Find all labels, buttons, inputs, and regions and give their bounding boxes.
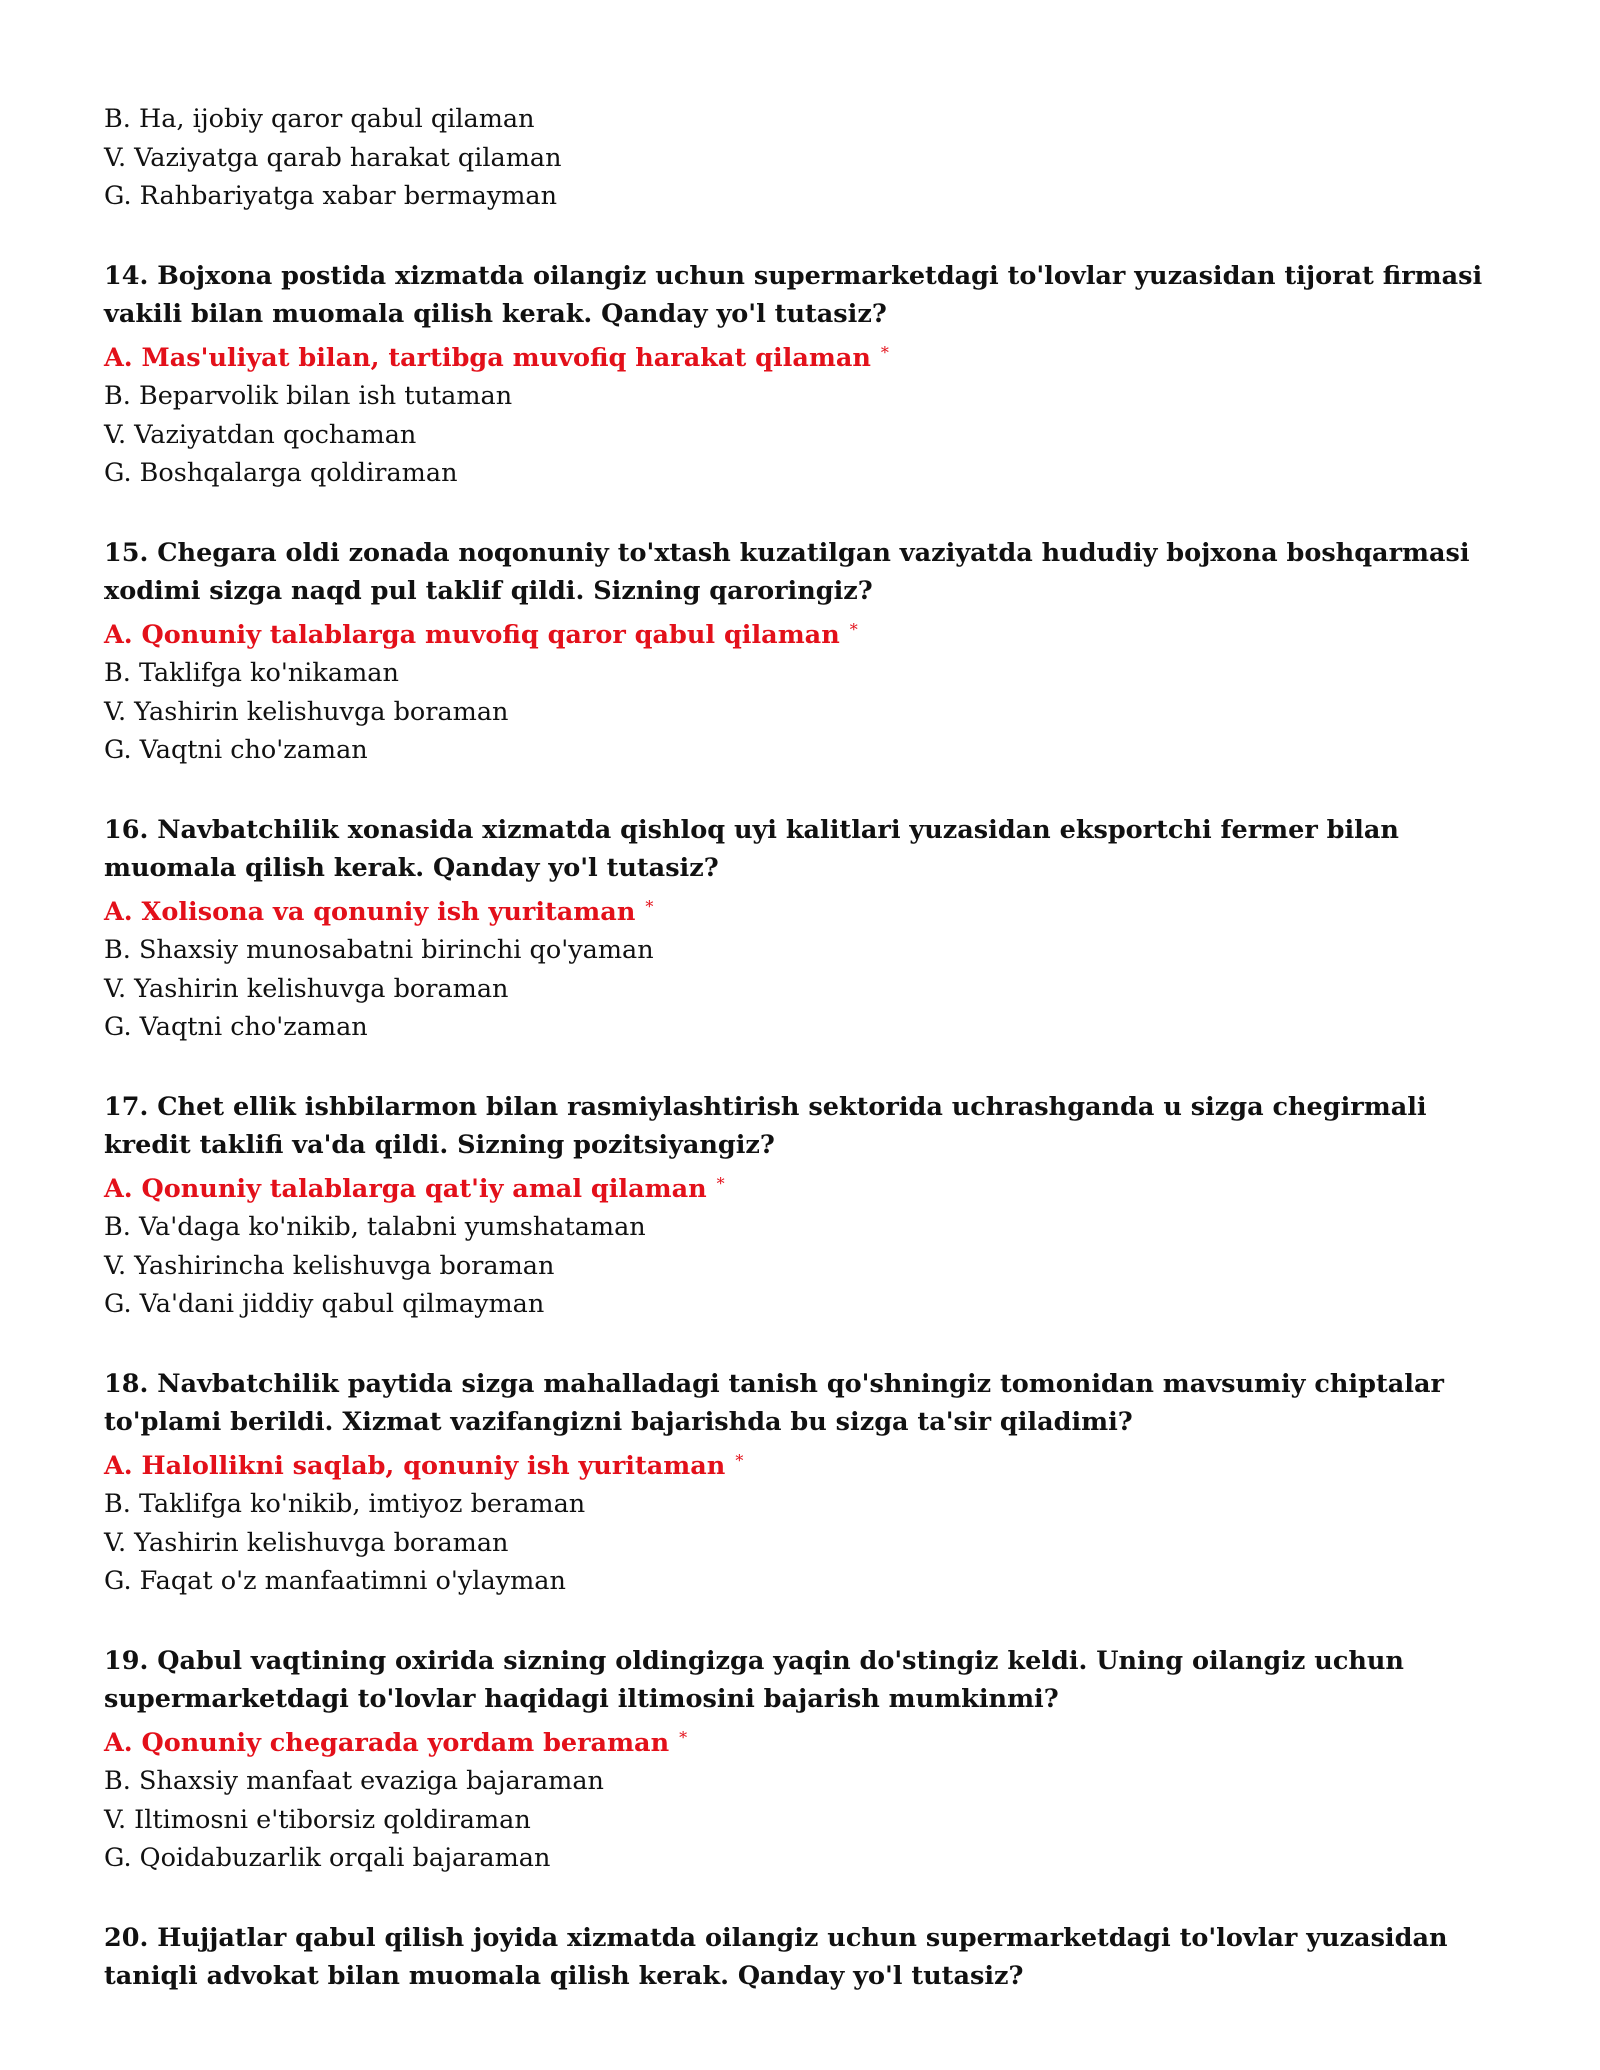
- correct-answer: [104, 888, 1504, 932]
- option-g: G. Rahbariyatga xabar bermayman: [104, 181, 558, 211]
- option-g: G. Vaqtni cho'zaman: [104, 1012, 368, 1042]
- option-b: B. Taklifga ko'nikaman: [104, 658, 399, 688]
- question-16: [104, 811, 1504, 1047]
- correct-answer: [104, 611, 1504, 655]
- option-b: B. Beparvolik bilan ish tutaman: [104, 381, 513, 411]
- option-g: G. Boshqalarga qoldiraman: [104, 458, 458, 488]
- option-g: G. Vaqtni cho'zaman: [104, 735, 368, 765]
- question-text: 14. Bojxona postida xizmatda oilangiz uchun supermarketdagi to'lovlar yuzasidan tijorat firmasi vakili bilan muomala qilish kerak. Qanday yo'l tutasiz?: [104, 260, 1483, 329]
- option-v: V. Yashirincha kelishuvga boraman: [104, 1250, 555, 1281]
- correct-marker: *: [679, 1727, 688, 1747]
- option-b: B. Ha, ijobiy qaror qabul qilaman: [104, 104, 535, 134]
- question-18: [104, 1365, 1504, 1601]
- correct-marker: *: [849, 619, 858, 639]
- question-text: 19. Qabul vaqtining oxirida sizning oldingizga yaqin do'stingiz keldi. Uning oilangiz uchun supermarketdagi to'lovlar haqidagi iltimosini bajarish mumkinmi?: [104, 1645, 1404, 1714]
- option-v: V. Yashirin kelishuvga boraman: [104, 973, 509, 1004]
- correct-marker: *: [645, 896, 654, 916]
- correct-answer-text: A. Xolisona va qonuniy ish yuritaman: [104, 896, 636, 927]
- question-text: 18. Navbatchilik paytida sizga mahalladagi tanish qo'shningiz tomonidan mavsumiy chiptalar to'plami berildi. Xizmat vazifangizni bajarishda bu sizga ta'sir qiladimi?: [104, 1368, 1444, 1437]
- correct-marker: *: [880, 342, 889, 362]
- correct-marker: *: [735, 1450, 744, 1470]
- option-g: G. Qoidabuzarlik orqali bajaraman: [104, 1843, 551, 1873]
- correct-answer: [104, 1442, 1504, 1486]
- option-v: V. Iltimosni e'tiborsiz qoldiraman: [104, 1804, 531, 1835]
- correct-marker: *: [716, 1173, 725, 1193]
- option-b: B. Shaxsiy manfaat evaziga bajaraman: [104, 1766, 604, 1796]
- question-text: 15. Chegara oldi zonada noqonuniy to'xtash kuzatilgan vaziyatda hududiy bojxona boshqarmasi xodimi sizga naqd pul taklif qildi. Sizning qaroringiz?: [104, 537, 1470, 606]
- previous-question-options: [104, 100, 1600, 216]
- option-b: B. Va'daga ko'nikib, talabni yumshataman: [104, 1212, 646, 1242]
- correct-answer-text: A. Qonuniy talablarga qat'iy amal qilaman: [104, 1173, 707, 1204]
- question-20: [104, 1919, 1504, 1996]
- question-19: [104, 1642, 1504, 1878]
- correct-answer: [104, 1165, 1504, 1209]
- question-15: [104, 534, 1504, 770]
- question-14: [104, 257, 1504, 493]
- correct-answer: [104, 334, 1504, 378]
- question-17: [104, 1088, 1504, 1324]
- option-b: B. Taklifga ko'nikib, imtiyoz beraman: [104, 1489, 586, 1519]
- correct-answer-text: A. Halollikni saqlab, qonuniy ish yuritaman: [104, 1450, 726, 1481]
- correct-answer-text: A. Mas'uliyat bilan, tartibga muvofiq harakat qilaman: [104, 342, 871, 373]
- option-g: G. Faqat o'z manfaatimni o'ylayman: [104, 1566, 566, 1596]
- option-v: V. Yashirin kelishuvga boraman: [104, 1527, 509, 1558]
- correct-answer-text: A. Qonuniy talablarga muvofiq qaror qabul qilaman: [104, 619, 840, 650]
- option-v: V. Yashirin kelishuvga boraman: [104, 696, 509, 727]
- question-text: 20. Hujjatlar qabul qilish joyida xizmatda oilangiz uchun supermarketdagi to'lovlar yuzasidan taniqli advokat bilan muomala qilish kerak. Qanday yo'l tutasiz?: [104, 1922, 1448, 1991]
- option-g: G. Va'dani jiddiy qabul qilmayman: [104, 1289, 545, 1319]
- option-v: V. Vaziyatga qarab harakat qilaman: [104, 142, 562, 173]
- option-b: B. Shaxsiy munosabatni birinchi qo'yaman: [104, 935, 654, 965]
- option-v: V. Vaziyatdan qochaman: [104, 419, 417, 450]
- question-text: 17. Chet ellik ishbilarmon bilan rasmiylashtirish sektorida uchrashganda u sizga chegirmali kredit taklifi va'da qildi. Sizning pozitsiyangiz?: [104, 1091, 1427, 1160]
- correct-answer-text: A. Qonuniy chegarada yordam beraman: [104, 1727, 670, 1758]
- correct-answer: [104, 1719, 1504, 1763]
- question-text: 16. Navbatchilik xonasida xizmatda qishloq uyi kalitlari yuzasidan eksportchi fermer bilan muomala qilish kerak. Qanday yo'l tutasiz?: [104, 814, 1399, 883]
